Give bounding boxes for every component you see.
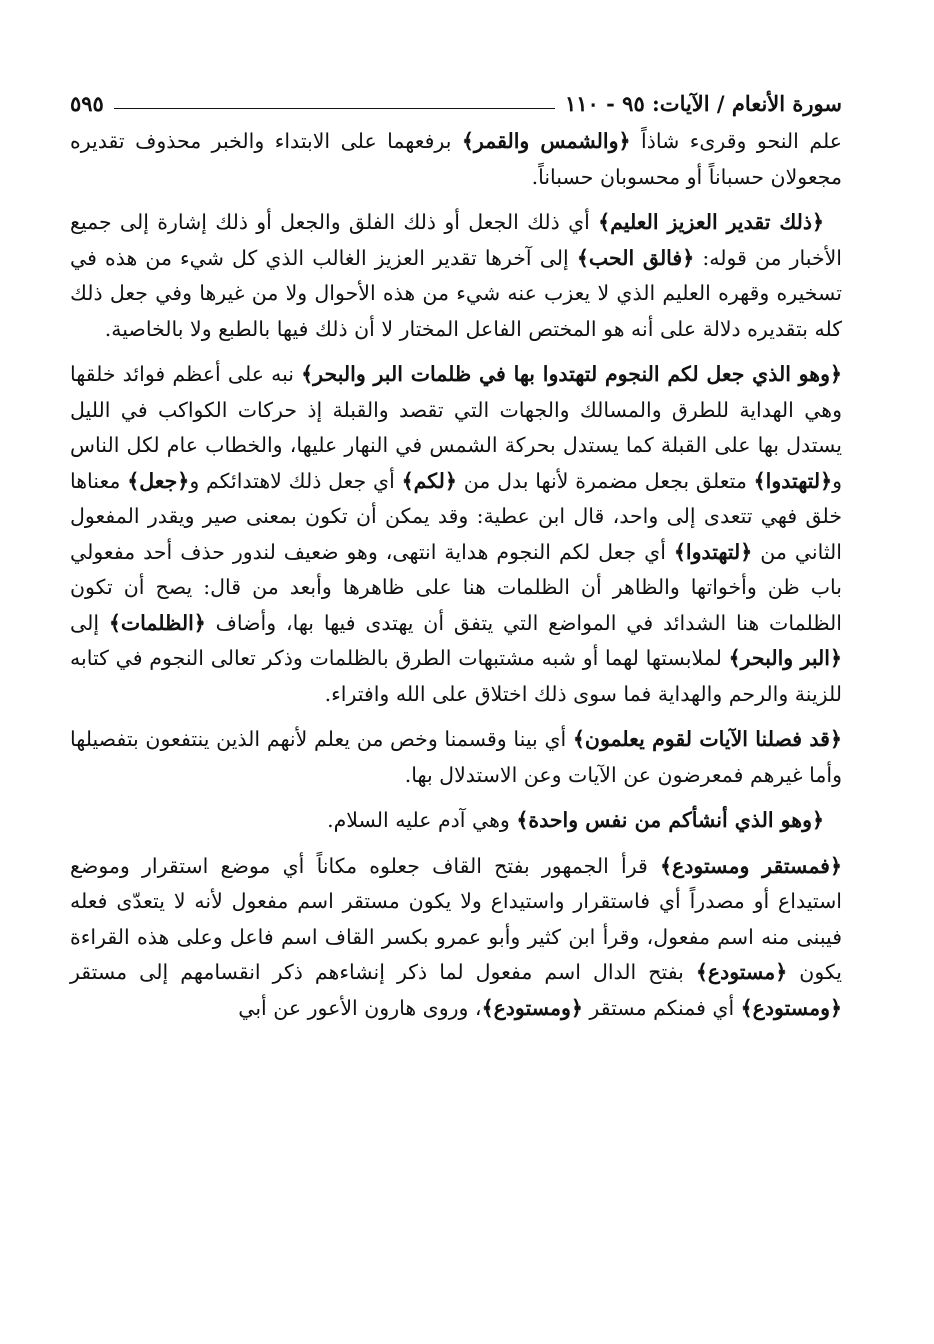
text: بفتح الدال اسم مفعول لما ذكر إنشاءهم ذكر انقسامهم إلى مستقر <box>70 960 696 984</box>
header-title: سورة الأنعام / الآيات: ٩٥ - ١١٠ <box>564 91 842 116</box>
text: ، وروى هارون الأعور عن أبي <box>238 995 482 1020</box>
quran-quote: ﴿البر والبحر﴾ <box>728 646 843 670</box>
quran-quote: ﴿فالق الحب﴾ <box>576 245 695 270</box>
paragraph-2 <box>70 205 842 347</box>
text: أي جعل لكم النجوم هداية انتهى، وهو ضعيف لندور حذف أحد مفعولي باب ظن وأخواتها والظاهر أن الظلمات هنا على ظاهرها وأبعد من قال: يصح أن تكون الظلمات هنا الشدائد في المواضع التي يتفق أن يهتدى فيها بها، وأضاف <box>70 539 843 635</box>
text: علم النحو وقرىء شاذاً <box>630 129 843 153</box>
quran-quote: ﴿مستودع﴾ <box>695 960 788 984</box>
quran-quote: ﴿لكم﴾ <box>401 468 457 493</box>
text: إلى <box>70 610 109 635</box>
paragraph-3 <box>70 357 842 712</box>
quran-quote: ﴿ومستودع﴾ <box>481 995 583 1020</box>
paragraph-6 <box>70 849 842 1027</box>
quran-quote: ﴿الظلمات﴾ <box>108 610 206 635</box>
quran-quote: ﴿لتهتدوا﴾ <box>753 468 833 493</box>
quran-quote: ﴿والشمس والقمر﴾ <box>461 129 631 153</box>
paragraph-1 <box>70 124 842 195</box>
quran-quote: ﴿وهو الذي جعل لكم النجوم لتهتدوا بها في ظلمات البر والبحر﴾ <box>301 362 842 386</box>
quran-quote: ﴿قد فصلنا الآيات لقوم يعلمون﴾ <box>572 727 842 751</box>
paragraph-4 <box>70 722 842 793</box>
quran-quote: ﴿وهو الذي أنشأكم من نفس واحدة﴾ <box>516 808 824 832</box>
quran-quote: ﴿لتهتدوا﴾ <box>673 539 753 564</box>
text: إلى آخرها تقدير العزيز الغالب الذي كل شيء من هذه في تسخيره وقهره العليم الذي لا يعزب عنه شيء من هذه الأحوال ولا من غيرها وفي جعل ذلك كله بتقديره دلالة على أنه هو المختص الفاعل المختار لا أن ذلك فيها بالطبع ولا بالخاصية. <box>70 245 842 341</box>
text: أي بينا وقسمنا وخص من يعلم لأنهم الذين ينتفعون بتفصيلها وأما غيرهم فمعرضون عن الآيات وعن الاستدلال بها. <box>70 727 842 787</box>
text: معناها خلق فهي تتعدى إلى واحد، قال ابن عطية: وقد يمكن أن تكون بمعنى صير ويقدر المفعول الثاني من <box>70 468 842 564</box>
page-number: ٥٩٥ <box>70 91 104 116</box>
quran-quote: ﴿فمستقر ومستودع﴾ <box>660 853 842 878</box>
quran-quote: ﴿ومستودع﴾ <box>740 995 842 1020</box>
text: أي جعل ذلك لاهتدائكم و <box>189 468 402 493</box>
text: نبه على أعظم فوائد خلقها وهي الهداية للطرق والمسالك والجهات التي تقصد والقبلة إذ حركات الكواكب في الليل يستدل بها على القبلة كما يستدل بحركة الشمس في النهار عليها، والخطاب عام لكل الناس و <box>70 362 842 493</box>
text: متعلق بجعل مضمرة لأنها بدل من <box>456 468 754 493</box>
quran-quote: ﴿جعل﴾ <box>127 468 190 493</box>
quran-quote: ﴿ذلك تقدير العزيز العليم﴾ <box>598 210 825 234</box>
text: أي فمنكم مستقر <box>582 995 741 1020</box>
header-rule <box>114 108 555 109</box>
text: قرأ الجمهور بفتح القاف جعلوه مكاناً أي موضع استقرار وموضع استيداع أو مصدراً أي فاستقرار واستيداع ولا يكون مستقر اسم مفعول لأنه لا يتعدّى فعله فيبنى منه اسم مفعول، وقرأ ابن كثير وأبو عمرو بكسر القاف اسم فاعل وعلى هذه القراءة يكون <box>70 853 842 984</box>
text: أي ذلك الجعل أو ذلك الفلق والجعل أو ذلك إشارة إلى جميع الأخبار من قوله: <box>70 210 842 270</box>
text: برفعهما على الابتداء والخبر محذوف تقديره مجعولان حسباناً أو محسوبان حسباناً. <box>70 129 842 189</box>
text: وهي آدم عليه السلام. <box>327 808 517 832</box>
text: لملابستها لهما أو شبه مشتبهات الطرق بالظلمات وذكر تعالى النجوم في كتابه للزينة والرحم والهداية فما سوى ذلك اختلاق على الله وافتراء. <box>70 646 842 706</box>
running-header <box>70 80 842 114</box>
paragraph-5 <box>70 803 842 839</box>
book-page <box>70 80 842 1036</box>
